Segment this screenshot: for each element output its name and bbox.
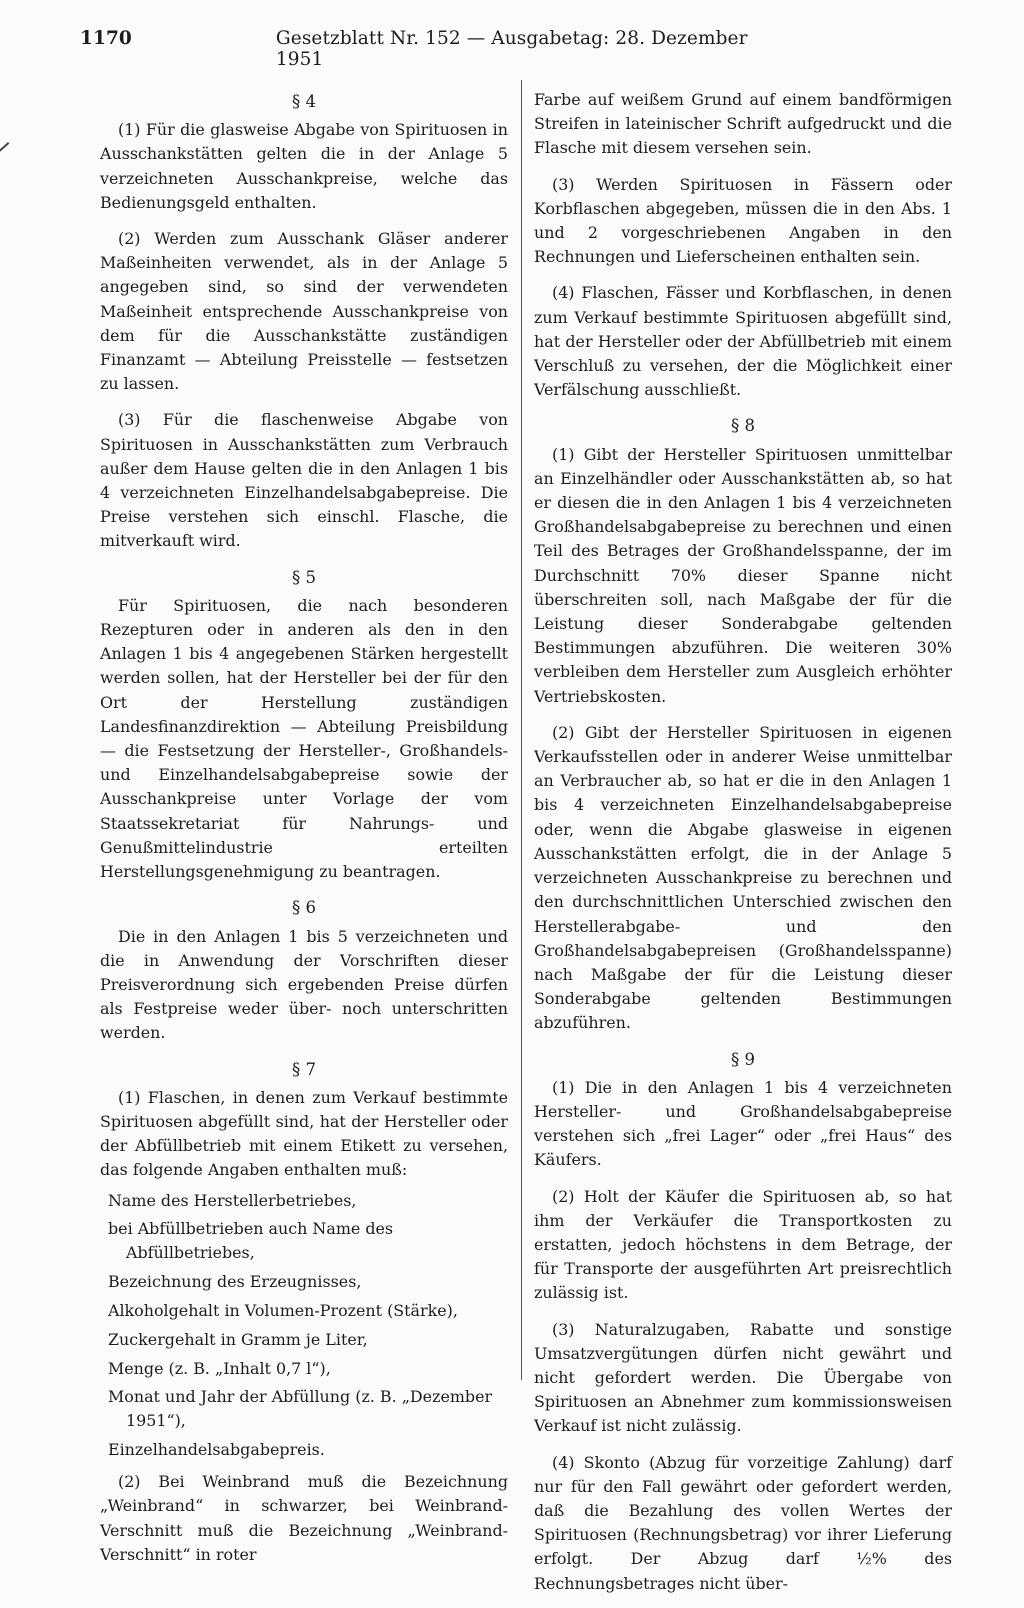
paragraph: (3) Naturalzugaben, Rabatte und sonstige Umsatzvergütungen dürfen nicht gewährt und nicht gefordert werden. Die Übergabe von Spirituosen an Abnehmer zum kommissionsweisen Verkauf ist nicht zulässig.: [534, 1319, 952, 1436]
section-heading-8: § 8: [731, 416, 755, 436]
left-column: [100, 84, 508, 1579]
paragraph: (2) Werden zum Ausschank Gläser anderer Maßeinheiten verwendet, als in der Anlage 5 angegeben sind, so sind der verwendeten Maßeinheit entsprechende Ausschankpreise von dem für die Ausschankstätte zuständigen Finanzamt — Abteilung Preisstelle — festsetzen zu lassen.: [100, 229, 508, 394]
page-number: 1170: [80, 28, 132, 49]
margin-mark: [0, 142, 9, 192]
paragraph: (1) Für die glasweise Abgabe von Spirituosen in Ausschankstätten gelten die in der Anlage 5 verzeichneten Ausschankpreise, welche das Bedienungsgeld enthalten.: [100, 120, 508, 212]
paragraph: Für Spirituosen, die nach besonderen Rezepturen oder in anderen als den in den Anlagen 1 bis 4 angegebenen Stärken hergestellt werden sollen, hat der Hersteller bei der für den Ort der Herstellung zuständigen Landesfinanzdirektion — Abteilung Preisbildung — die Festsetzung der Hersteller-, Großhandels- und Einzelhandelsabgabepreise sowie der Ausschankpreise unter Vorlage der vom Staatssekretariat für Nahrungs- und Genußmittelindustrie erteilten Herstellungsgenehmigung zu beantragen.: [100, 595, 508, 882]
list-item: Alkoholgehalt in Volumen-Prozent (Stärke),: [108, 1300, 458, 1320]
list-item: Menge (z. B. „Inhalt 0,7 l“),: [108, 1358, 331, 1378]
section-heading-4: § 4: [292, 92, 316, 111]
list-item: Einzelhandelsabgabepreis.: [108, 1440, 325, 1460]
section-heading-6: § 6: [292, 898, 316, 918]
paragraph: (2) Holt der Käufer die Spirituosen ab, so hat ihm der Verkäufer die Transportkosten zu erstatten, jedoch höchstens in dem Betrage, der für Transporte der ausgeführten Art preisrechtlich zulässig ist.: [534, 1186, 952, 1303]
paragraph: (3) Für die flaschenweise Abgabe von Spirituosen in Ausschankstätten zum Verbrauch außer dem Hause gelten die in den Anlagen 1 bis 4 verzeichneten Einzelhandelsabgabepreise. Die Preise verstehen sich einschl. Flasche, die mitverkauft wird.: [100, 410, 508, 551]
paragraph-continued: Farbe auf weißem Grund auf einem bandförmigen Streifen in lateinischer Schrift aufgedruckt und die Flasche mit diesem versehen sein.: [534, 90, 952, 158]
column-divider: [521, 80, 522, 1380]
paragraph: (2) Gibt der Hersteller Spirituosen in eigenen Verkaufsstellen oder in anderer Weise unmittelbar an Verbraucher ab, so hat er die in den Anlagen 1 bis 4 verzeichneten Einzelhandelsabgabepreise oder, wenn die Abgabe glasweise in eigenen Ausschankstätten erfolgt, die in der Anlage 5 verzeichneten Ausschankpreise zu berechnen und den durchschnittlichen Unterschied zwischen den Herstellerabgabe- und den Großhandelsabgabepreisen (Großhandelsspanne) nach Maßgabe der für die Leistung dieser Sonderabgabe geltenden Bestimmungen abzuführen.: [534, 722, 952, 1033]
paragraph: Die in den Anlagen 1 bis 5 verzeichneten und die in Anwendung der Vorschriften dieser Preisverordnung sich ergebenden Preise dürfen als Festpreise weder über- noch unterschritten werden.: [100, 926, 508, 1043]
paragraph: (3) Werden Spirituosen in Fässern oder Korbflaschen abgegeben, müssen die in den Abs. 1 und 2 vorgeschriebenen Angaben in den Rechnungen und Lieferscheinen enthalten sein.: [534, 174, 952, 267]
list-item: Monat und Jahr der Abfüllung (z. B. „Dezember 1951“),: [108, 1387, 493, 1431]
list-item: Zuckergehalt in Gramm je Liter,: [108, 1329, 368, 1349]
paragraph: (2) Bei Weinbrand muß die Bezeichnung „Weinbrand“ in schwarzer, bei Weinbrand-Verschnitt muß die Bezeichnung „Weinbrand-Verschnitt“ in roter: [100, 1472, 508, 1564]
list-item: bei Abfüllbetrieben auch Name des Abfüllbetriebes,: [108, 1219, 394, 1263]
gazette-title: Gesetzblatt Nr. 152 — Ausgabetag: 28. Dezember 1951: [275, 28, 748, 70]
paragraph: (4) Skonto (Abzug für vorzeitige Zahlung) darf nur für den Fall gewährt oder gefordert werden, daß die Bezahlung des vollen Wertes der Spirituosen (Rechnungsbetrag) vor ihrer Lieferung erfolgt. Der Abzug darf ½% des Rechnungsbetrages nicht über-: [534, 1452, 952, 1593]
list-item: Bezeichnung des Erzeugnisses,: [108, 1272, 362, 1292]
page-header: [80, 28, 780, 70]
list-item: Name des Herstellerbetriebes,: [108, 1190, 357, 1210]
section-heading-5: § 5: [292, 567, 316, 587]
paragraph: (1) Die in den Anlagen 1 bis 4 verzeichneten Hersteller- und Großhandelsabgabepreise verstehen sich „frei Lager“ oder „frei Haus“ des Käufers.: [534, 1077, 952, 1170]
section-heading-7: § 7: [292, 1059, 316, 1079]
section-heading-9: § 9: [731, 1049, 755, 1069]
paragraph: (1) Flaschen, in denen zum Verkauf bestimmte Spirituosen abgefüllt sind, hat der Hersteller oder der Abfüllbetrieb mit einem Etikett zu versehen, das folgende Angaben enthalten muß:: [100, 1087, 508, 1180]
paragraph: (4) Flaschen, Fässer und Korbflaschen, in denen zum Verkauf bestimmte Spirituosen abgefüllt sind, hat der Hersteller oder der Abfüllbetrieb mit einem Verschluß zu versehen, der die Möglichkeit einer Verfälschung ausschließt.: [534, 283, 952, 400]
label-requirements-list: [108, 1189, 508, 1463]
right-column: [534, 88, 952, 1608]
paragraph: (1) Gibt der Hersteller Spirituosen unmittelbar an Einzelhändler oder Ausschankstätten ab, so hat er diesen die in den Anlagen 1 bis 4 verzeichneten Großhandelsabgabepreise zu berechnen und einen Teil des Betrages der Großhandelsspanne, der im Durchschnitt 70% dieser Spanne nicht überschreiten soll, nach Maßgabe der für die Leistung dieser Sonderabgabe geltenden Bestimmungen abzuführen. Die weiteren 30% verbleiben dem Hersteller zum Ausgleich erhöhter Vertriebskosten.: [534, 444, 952, 706]
